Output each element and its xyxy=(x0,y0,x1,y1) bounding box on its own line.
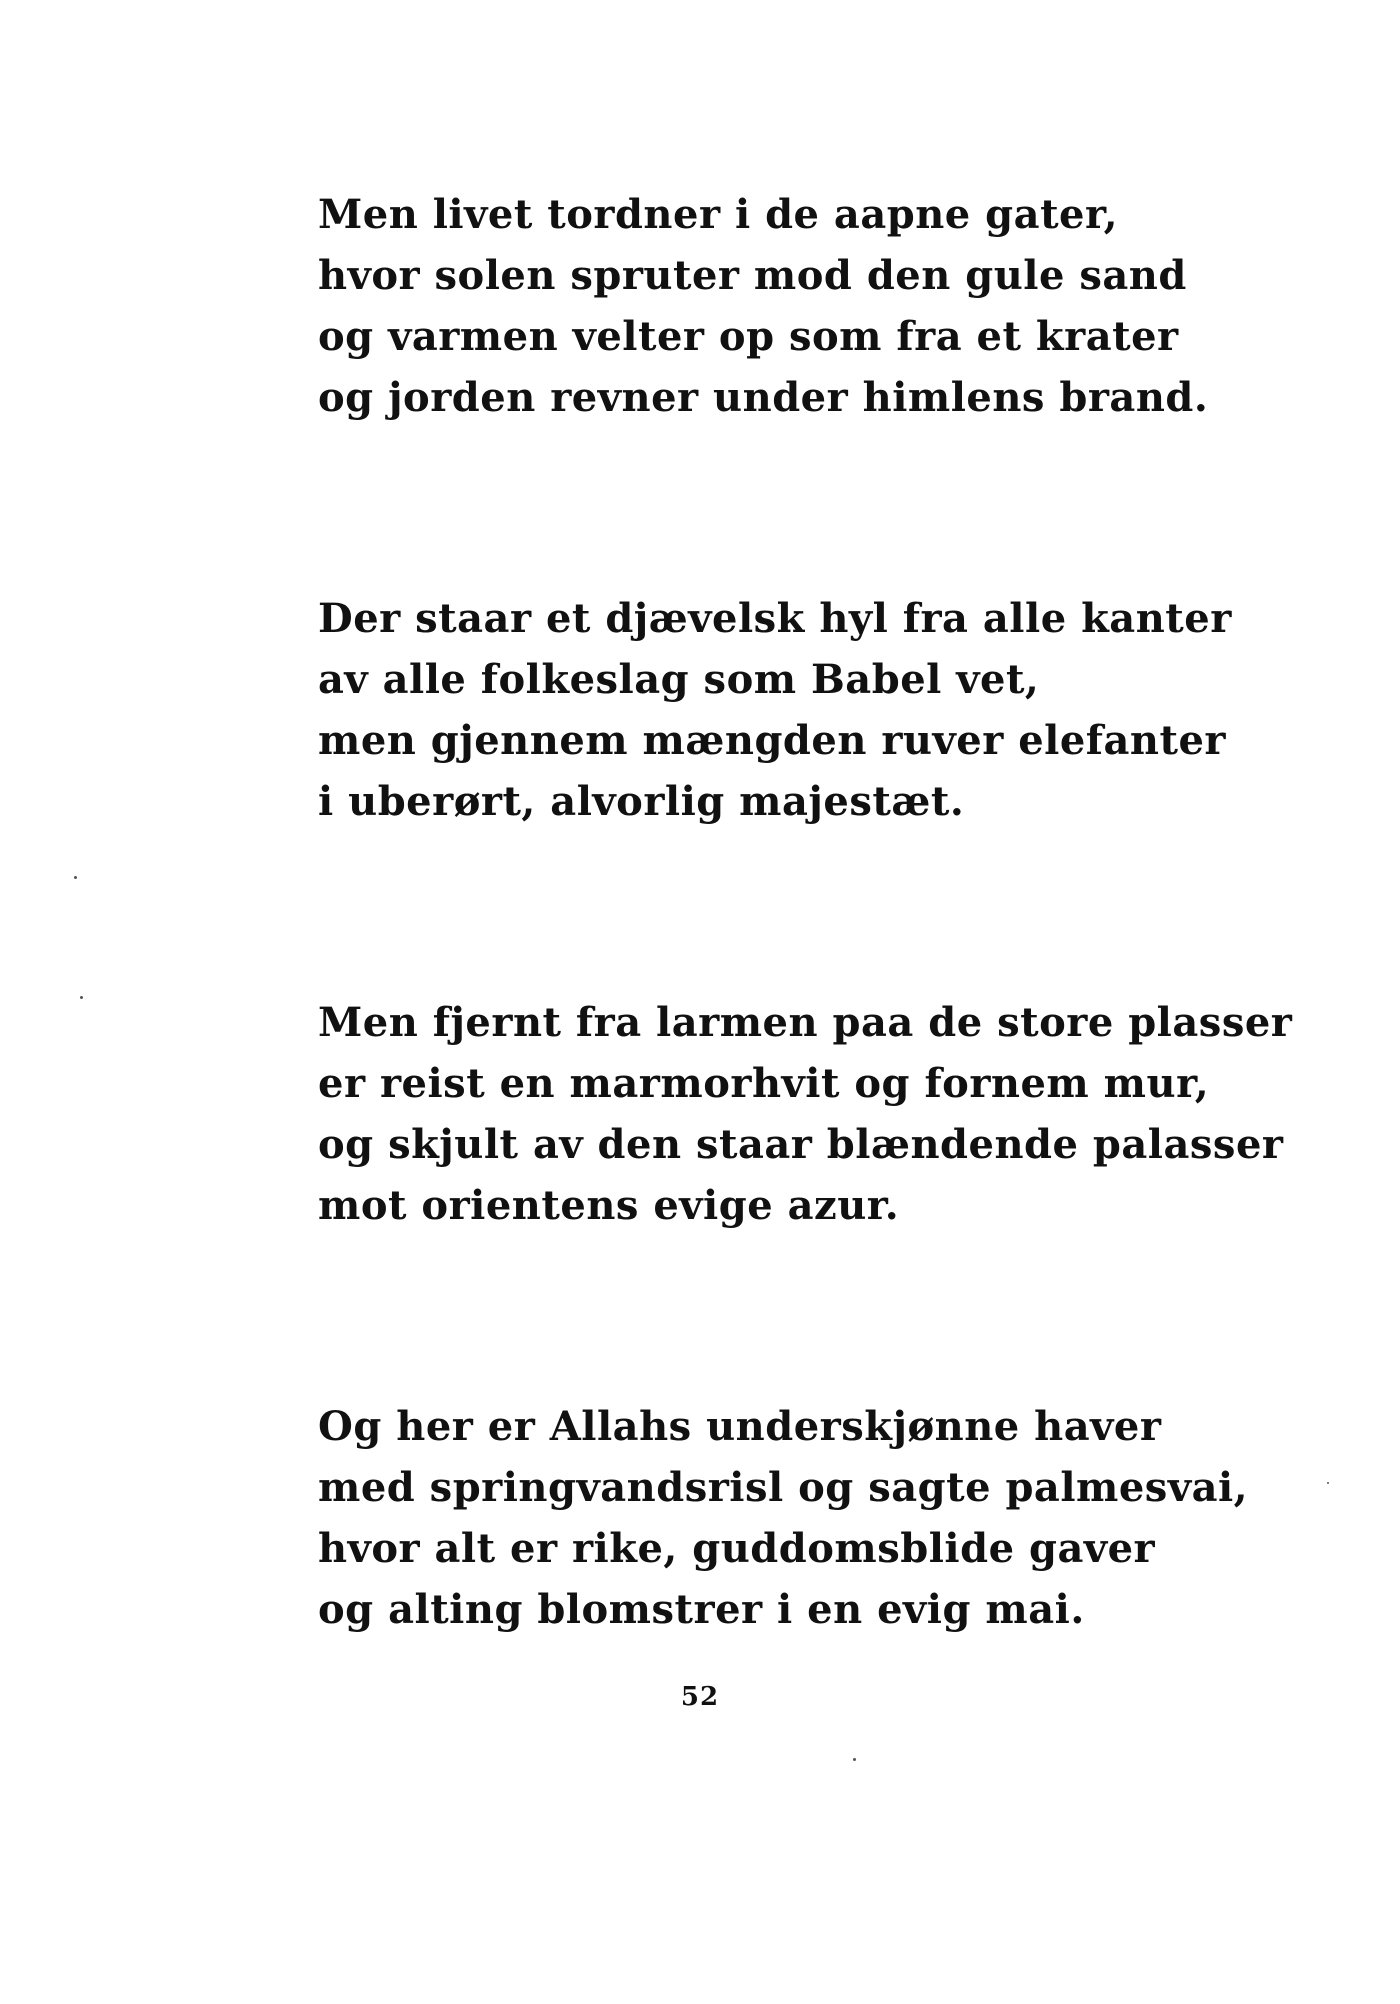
poem-line: hvor solen spruter mod den gule sand xyxy=(318,252,1187,299)
poem-line: med springvandsrisl og sagte palmesvai, xyxy=(318,1464,1249,1511)
scan-speck xyxy=(1327,1482,1329,1484)
poem-line: er reist en marmorhvit og fornem mur, xyxy=(318,1060,1210,1107)
stanza-4 xyxy=(318,1396,1318,1640)
poem-line: i uberørt, alvorlig majestæt. xyxy=(318,778,965,825)
scan-speck xyxy=(80,996,83,999)
poem-line: og varmen velter op som fra et krater xyxy=(318,313,1179,360)
poem-line: Men livet tordner i de aapne gater, xyxy=(318,191,1119,238)
poem-line: og skjult av den staar blændende palasser xyxy=(318,1121,1284,1168)
poem-line: Der staar et djævelsk hyl fra alle kanter xyxy=(318,595,1232,642)
poem-line: og jorden revner under himlens brand. xyxy=(318,374,1209,421)
poem-line: men gjennem mængden ruver elefanter xyxy=(318,717,1226,764)
stanza-2 xyxy=(318,588,1318,832)
poem-line: Og her er Allahs underskjønne haver xyxy=(318,1403,1162,1450)
stanza-3 xyxy=(318,992,1318,1236)
poem-line: hvor alt er rike, guddomsblide gaver xyxy=(318,1525,1156,1572)
scan-speck xyxy=(853,1758,856,1761)
poem-line: mot orientens evige azur. xyxy=(318,1182,900,1229)
stanza-1 xyxy=(318,184,1318,428)
poem-line: av alle folkeslag som Babel vet, xyxy=(318,656,1040,703)
page-number: 52 xyxy=(680,1682,720,1712)
scan-speck xyxy=(74,876,77,879)
poem-line: og alting blomstrer i en evig mai. xyxy=(318,1586,1085,1633)
poem-line: Men fjernt fra larmen paa de store plasser xyxy=(318,999,1293,1046)
